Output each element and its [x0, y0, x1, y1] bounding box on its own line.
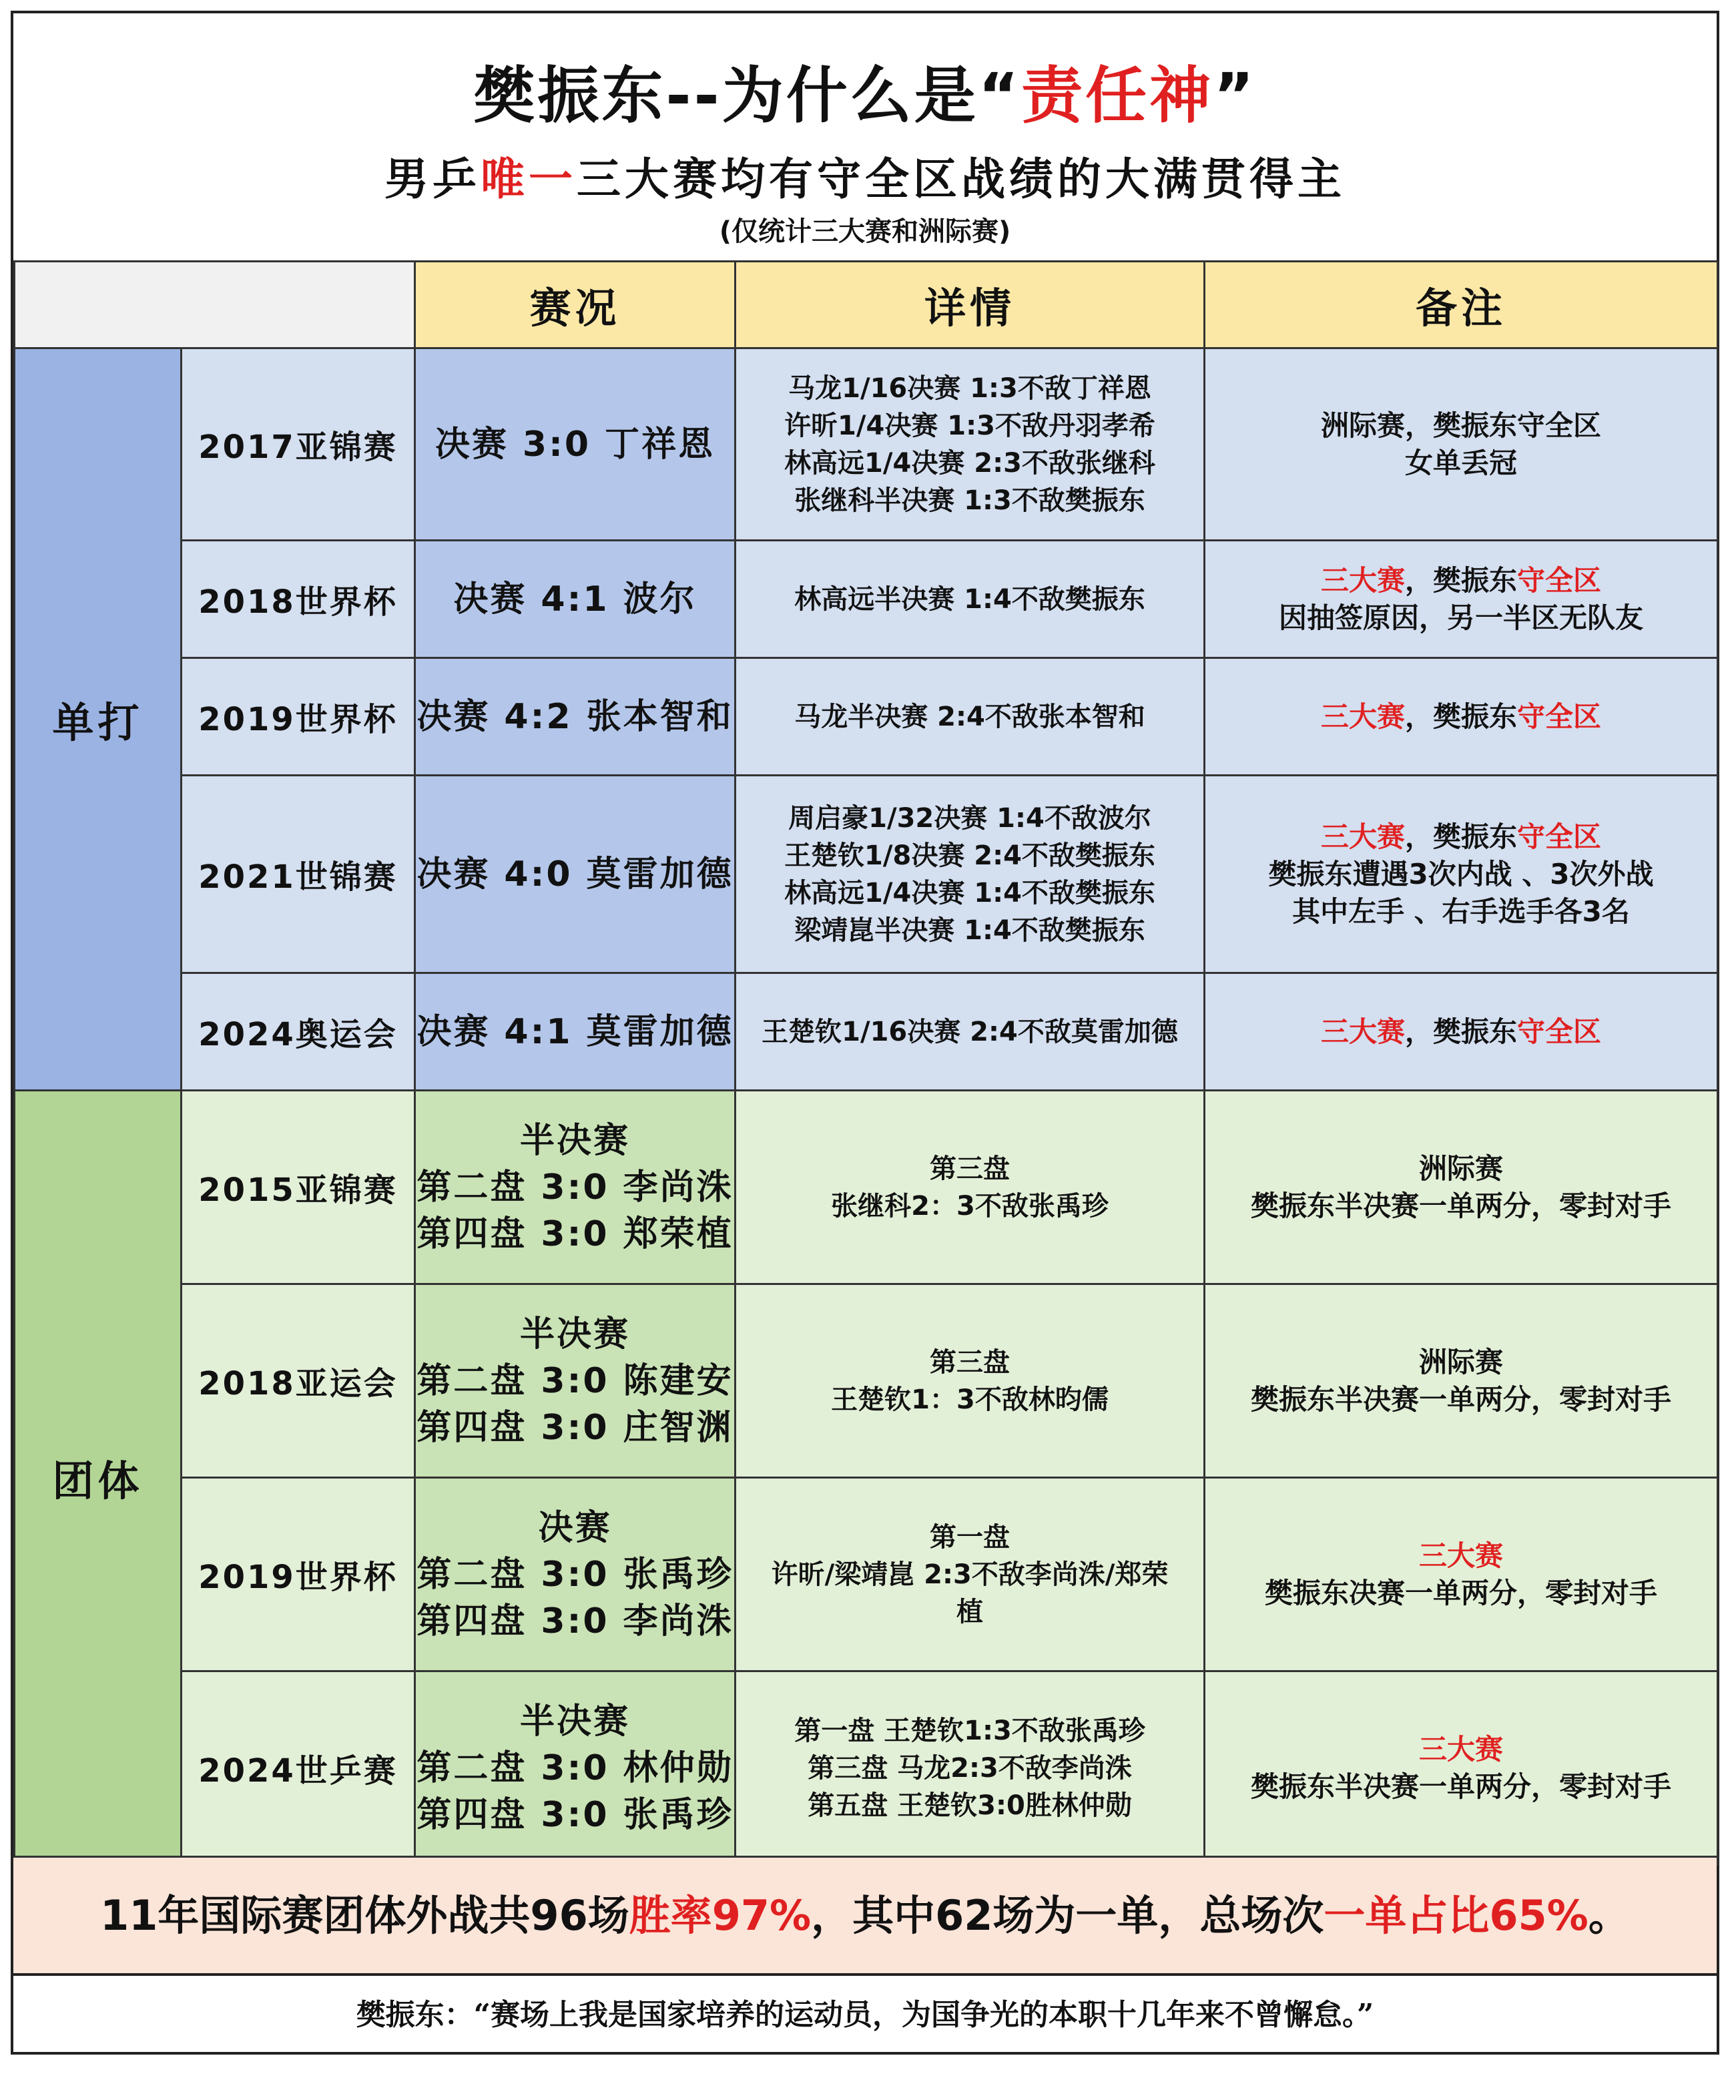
remark-line [1205, 818, 1717, 856]
match-remark [1205, 1091, 1718, 1284]
result-line: 第四盘 3:0 张禹珍 [416, 1794, 734, 1835]
remark-segment: 守全区 [1517, 820, 1602, 853]
event-name: 2017亚锦赛 [182, 348, 415, 541]
match-details [736, 348, 1205, 541]
match-remark [1205, 658, 1718, 776]
results-table [13, 260, 1719, 1866]
page-title [13, 47, 1717, 135]
remark-segment: 三大赛 [1320, 1015, 1405, 1048]
result-line: 第四盘 3:0 郑荣植 [416, 1214, 734, 1254]
remark-segment: 因抽签原因，另一半区无队友 [1278, 601, 1643, 634]
remark-segment: 洲际赛，樊振东守全区 [1320, 409, 1601, 442]
remark-segment: 三大赛 [1320, 700, 1405, 733]
player-quote: 樊振东：“赛场上我是国家培养的运动员，为国争光的本职十几年来不曾懈怠。” [356, 1998, 1374, 2032]
remark-segment: 樊振东半决赛一单两分，零封对手 [1250, 1770, 1671, 1803]
remark-line [1205, 445, 1717, 482]
subtitle-prefix: 男乒 [384, 154, 481, 205]
remark-line [1205, 1013, 1717, 1051]
detail-line: 第三盘 [930, 1346, 1010, 1378]
stats-note: (仅统计三大赛和洲际赛) [719, 216, 1011, 247]
detail-line: 马龙1/16决赛 1:3不敌丁祥恩 [788, 372, 1151, 404]
remark-segment: 其中左手 、右手选手各3名 [1292, 894, 1630, 928]
match-details [736, 1671, 1205, 1865]
result-line: 第四盘 3:0 李尚洙 [416, 1601, 734, 1641]
event-name: 2018世界杯 [182, 541, 415, 658]
event-name: 2018亚运会 [182, 1284, 415, 1478]
match-details [736, 776, 1205, 973]
remark-line [1205, 407, 1717, 445]
detail-line: 第一盘 [930, 1521, 1010, 1553]
detail-line: 第五盘 王楚钦3:0胜林仲勋 [808, 1790, 1132, 1821]
title-highlight: 责任神 [1021, 60, 1214, 132]
result-line: 决赛 3:0 丁祥恩 [435, 424, 715, 465]
singles-row [15, 348, 1718, 541]
match-result [415, 1284, 736, 1478]
remark-segment: 洲际赛 [1418, 1345, 1503, 1378]
remark-segment: ，樊振东 [1404, 820, 1517, 853]
match-remark [1205, 1671, 1718, 1865]
match-details [736, 973, 1205, 1091]
detail-line: 王楚钦1：3不敌林昀儒 [831, 1384, 1109, 1415]
remark-segment: 三大赛 [1320, 563, 1405, 597]
header [13, 13, 1717, 260]
result-line: 决赛 [538, 1507, 612, 1548]
detail-line: 第三盘 马龙2:3不敌李尚洙 [808, 1752, 1132, 1784]
event-name: 2015亚锦赛 [182, 1091, 415, 1284]
result-line: 决赛 4:1 莫雷加德 [416, 1011, 734, 1052]
match-details [736, 1478, 1205, 1671]
remark-segment: 樊振东决赛一单两分，零封对手 [1264, 1576, 1657, 1609]
match-details [736, 1284, 1205, 1478]
remark-line [1205, 1537, 1717, 1575]
page-subtitle [13, 144, 1717, 207]
match-result [415, 1091, 736, 1284]
remark-line [1205, 599, 1717, 637]
remark-segment: 守全区 [1517, 563, 1602, 597]
remark-line [1205, 1344, 1717, 1381]
remark-segment: 樊振东遭遇3次内战 、3次外战 [1268, 857, 1654, 890]
match-result [415, 348, 736, 541]
category-singles: 单打 [15, 348, 182, 1091]
event-name: 2024奥运会 [182, 973, 415, 1091]
remark-segment: 三大赛 [1320, 820, 1405, 853]
match-result [415, 1478, 736, 1671]
match-remark [1205, 776, 1718, 973]
remark-line [1205, 1381, 1717, 1418]
detail-line: 林高远半决赛 1:4不敌樊振东 [794, 583, 1145, 615]
remark-segment: 守全区 [1517, 1015, 1602, 1048]
table-header-row [15, 262, 1718, 348]
event-name: 2019世界杯 [182, 658, 415, 776]
remark-segment: ，樊振东 [1404, 1015, 1517, 1048]
summary-first-singles-ratio: 一单占比65% [1324, 1891, 1588, 1940]
title-suffix: ” [1213, 60, 1257, 132]
remark-segment: 三大赛 [1418, 1732, 1503, 1766]
singles-row [15, 776, 1718, 973]
summary-text-1: 11年国际赛团体外战共96场 [100, 1891, 629, 1940]
detail-line: 张继科2：3不敌张禹珍 [831, 1190, 1109, 1222]
result-line: 半决赛 [519, 1314, 630, 1354]
title-prefix: 樊振东--为什么是“ [473, 60, 1022, 132]
remark-segment: ，樊振东 [1404, 700, 1517, 733]
result-line: 决赛 4:0 莫雷加德 [416, 854, 734, 894]
remark-line [1205, 1150, 1717, 1188]
detail-line: 许昕1/4决赛 1:3不敌丹羽孝希 [784, 410, 1155, 441]
result-line: 第二盘 3:0 陈建安 [416, 1360, 734, 1401]
singles-row [15, 973, 1718, 1091]
infographic-frame [11, 11, 1719, 2055]
result-line: 第二盘 3:0 张禹珍 [416, 1554, 734, 1595]
match-details [736, 1091, 1205, 1284]
match-remark [1205, 348, 1718, 541]
match-details [736, 658, 1205, 776]
match-result [415, 973, 736, 1091]
detail-line: 林高远1/4决赛 2:3不敌张继科 [784, 447, 1155, 479]
singles-row [15, 658, 1718, 776]
remark-segment: 三大赛 [1418, 1539, 1503, 1572]
result-line: 第二盘 3:0 李尚洙 [416, 1167, 734, 1208]
detail-line: 马龙半决赛 2:4不敌张本智和 [794, 701, 1145, 732]
remark-segment: 樊振东半决赛一单两分，零封对手 [1250, 1382, 1671, 1416]
match-result [415, 541, 736, 658]
result-line: 决赛 4:2 张本智和 [416, 696, 734, 737]
header-corner [15, 262, 415, 348]
summary-banner [13, 1856, 1717, 1976]
column-header-result: 赛况 [415, 262, 736, 348]
match-details [736, 541, 1205, 658]
remark-segment: 洲际赛 [1418, 1151, 1503, 1185]
event-name: 2019世界杯 [182, 1478, 415, 1671]
match-remark [1205, 541, 1718, 658]
match-result [415, 1671, 736, 1865]
detail-line: 植 [956, 1596, 983, 1627]
detail-line: 梁靖崑半决赛 1:4不敌樊振东 [794, 914, 1145, 946]
match-remark [1205, 1478, 1718, 1671]
detail-line: 王楚钦1/8决赛 2:4不敌樊振东 [784, 840, 1155, 871]
subtitle-highlight: 唯一 [481, 154, 577, 205]
result-line: 第四盘 3:0 庄智渊 [416, 1407, 734, 1448]
remark-line [1205, 893, 1717, 931]
remark-segment: 樊振东半决赛一单两分，零封对手 [1250, 1189, 1671, 1222]
column-header-detail: 详情 [736, 262, 1205, 348]
result-line: 半决赛 [519, 1120, 630, 1161]
summary-win-rate: 胜率97% [629, 1891, 812, 1940]
remark-line [1205, 1731, 1717, 1768]
remark-segment: 守全区 [1517, 700, 1602, 733]
detail-line: 周启豪1/32决赛 1:4不敌波尔 [788, 802, 1151, 834]
remark-line [1205, 1768, 1717, 1806]
detail-line: 张继科半决赛 1:3不敌樊振东 [794, 485, 1145, 516]
detail-line: 王楚钦1/16决赛 2:4不敌莫雷加德 [762, 1016, 1178, 1047]
detail-line: 林高远1/4决赛 1:4不敌樊振东 [784, 877, 1155, 908]
summary-text-2: ，其中62场为一单，总场次 [811, 1891, 1324, 1940]
remark-line [1205, 1188, 1717, 1225]
remark-line [1205, 1575, 1717, 1612]
category-team: 团体 [15, 1091, 182, 1865]
remark-line [1205, 562, 1717, 599]
subtitle-suffix: 三大赛均有守全区战绩的大满贯得主 [577, 154, 1346, 205]
team-row [15, 1671, 1718, 1865]
detail-line: 许昕/梁靖崑 2:3不敌李尚洙/郑荣 [771, 1559, 1169, 1590]
team-row [15, 1091, 1718, 1284]
result-line: 决赛 4:1 波尔 [453, 579, 697, 619]
detail-line: 第三盘 [930, 1153, 1010, 1184]
remark-segment: 女单丢冠 [1404, 446, 1517, 479]
remark-line [1205, 856, 1717, 893]
table-body [15, 348, 1718, 1865]
result-line: 半决赛 [519, 1701, 630, 1742]
team-row [15, 1478, 1718, 1671]
column-header-remark: 备注 [1205, 262, 1718, 348]
match-result [415, 776, 736, 973]
event-name: 2024世乒赛 [182, 1671, 415, 1865]
detail-line: 第一盘 王楚钦1:3不敌张禹珍 [794, 1715, 1145, 1746]
singles-row [15, 541, 1718, 658]
result-line: 第二盘 3:0 林仲勋 [416, 1748, 734, 1788]
match-result [415, 658, 736, 776]
remark-line [1205, 698, 1717, 736]
summary-text-3: 。 [1588, 1891, 1630, 1940]
match-remark [1205, 1284, 1718, 1478]
match-remark [1205, 973, 1718, 1091]
team-row [15, 1284, 1718, 1478]
remark-segment: ，樊振东 [1404, 563, 1517, 597]
event-name: 2021世锦赛 [182, 776, 415, 973]
